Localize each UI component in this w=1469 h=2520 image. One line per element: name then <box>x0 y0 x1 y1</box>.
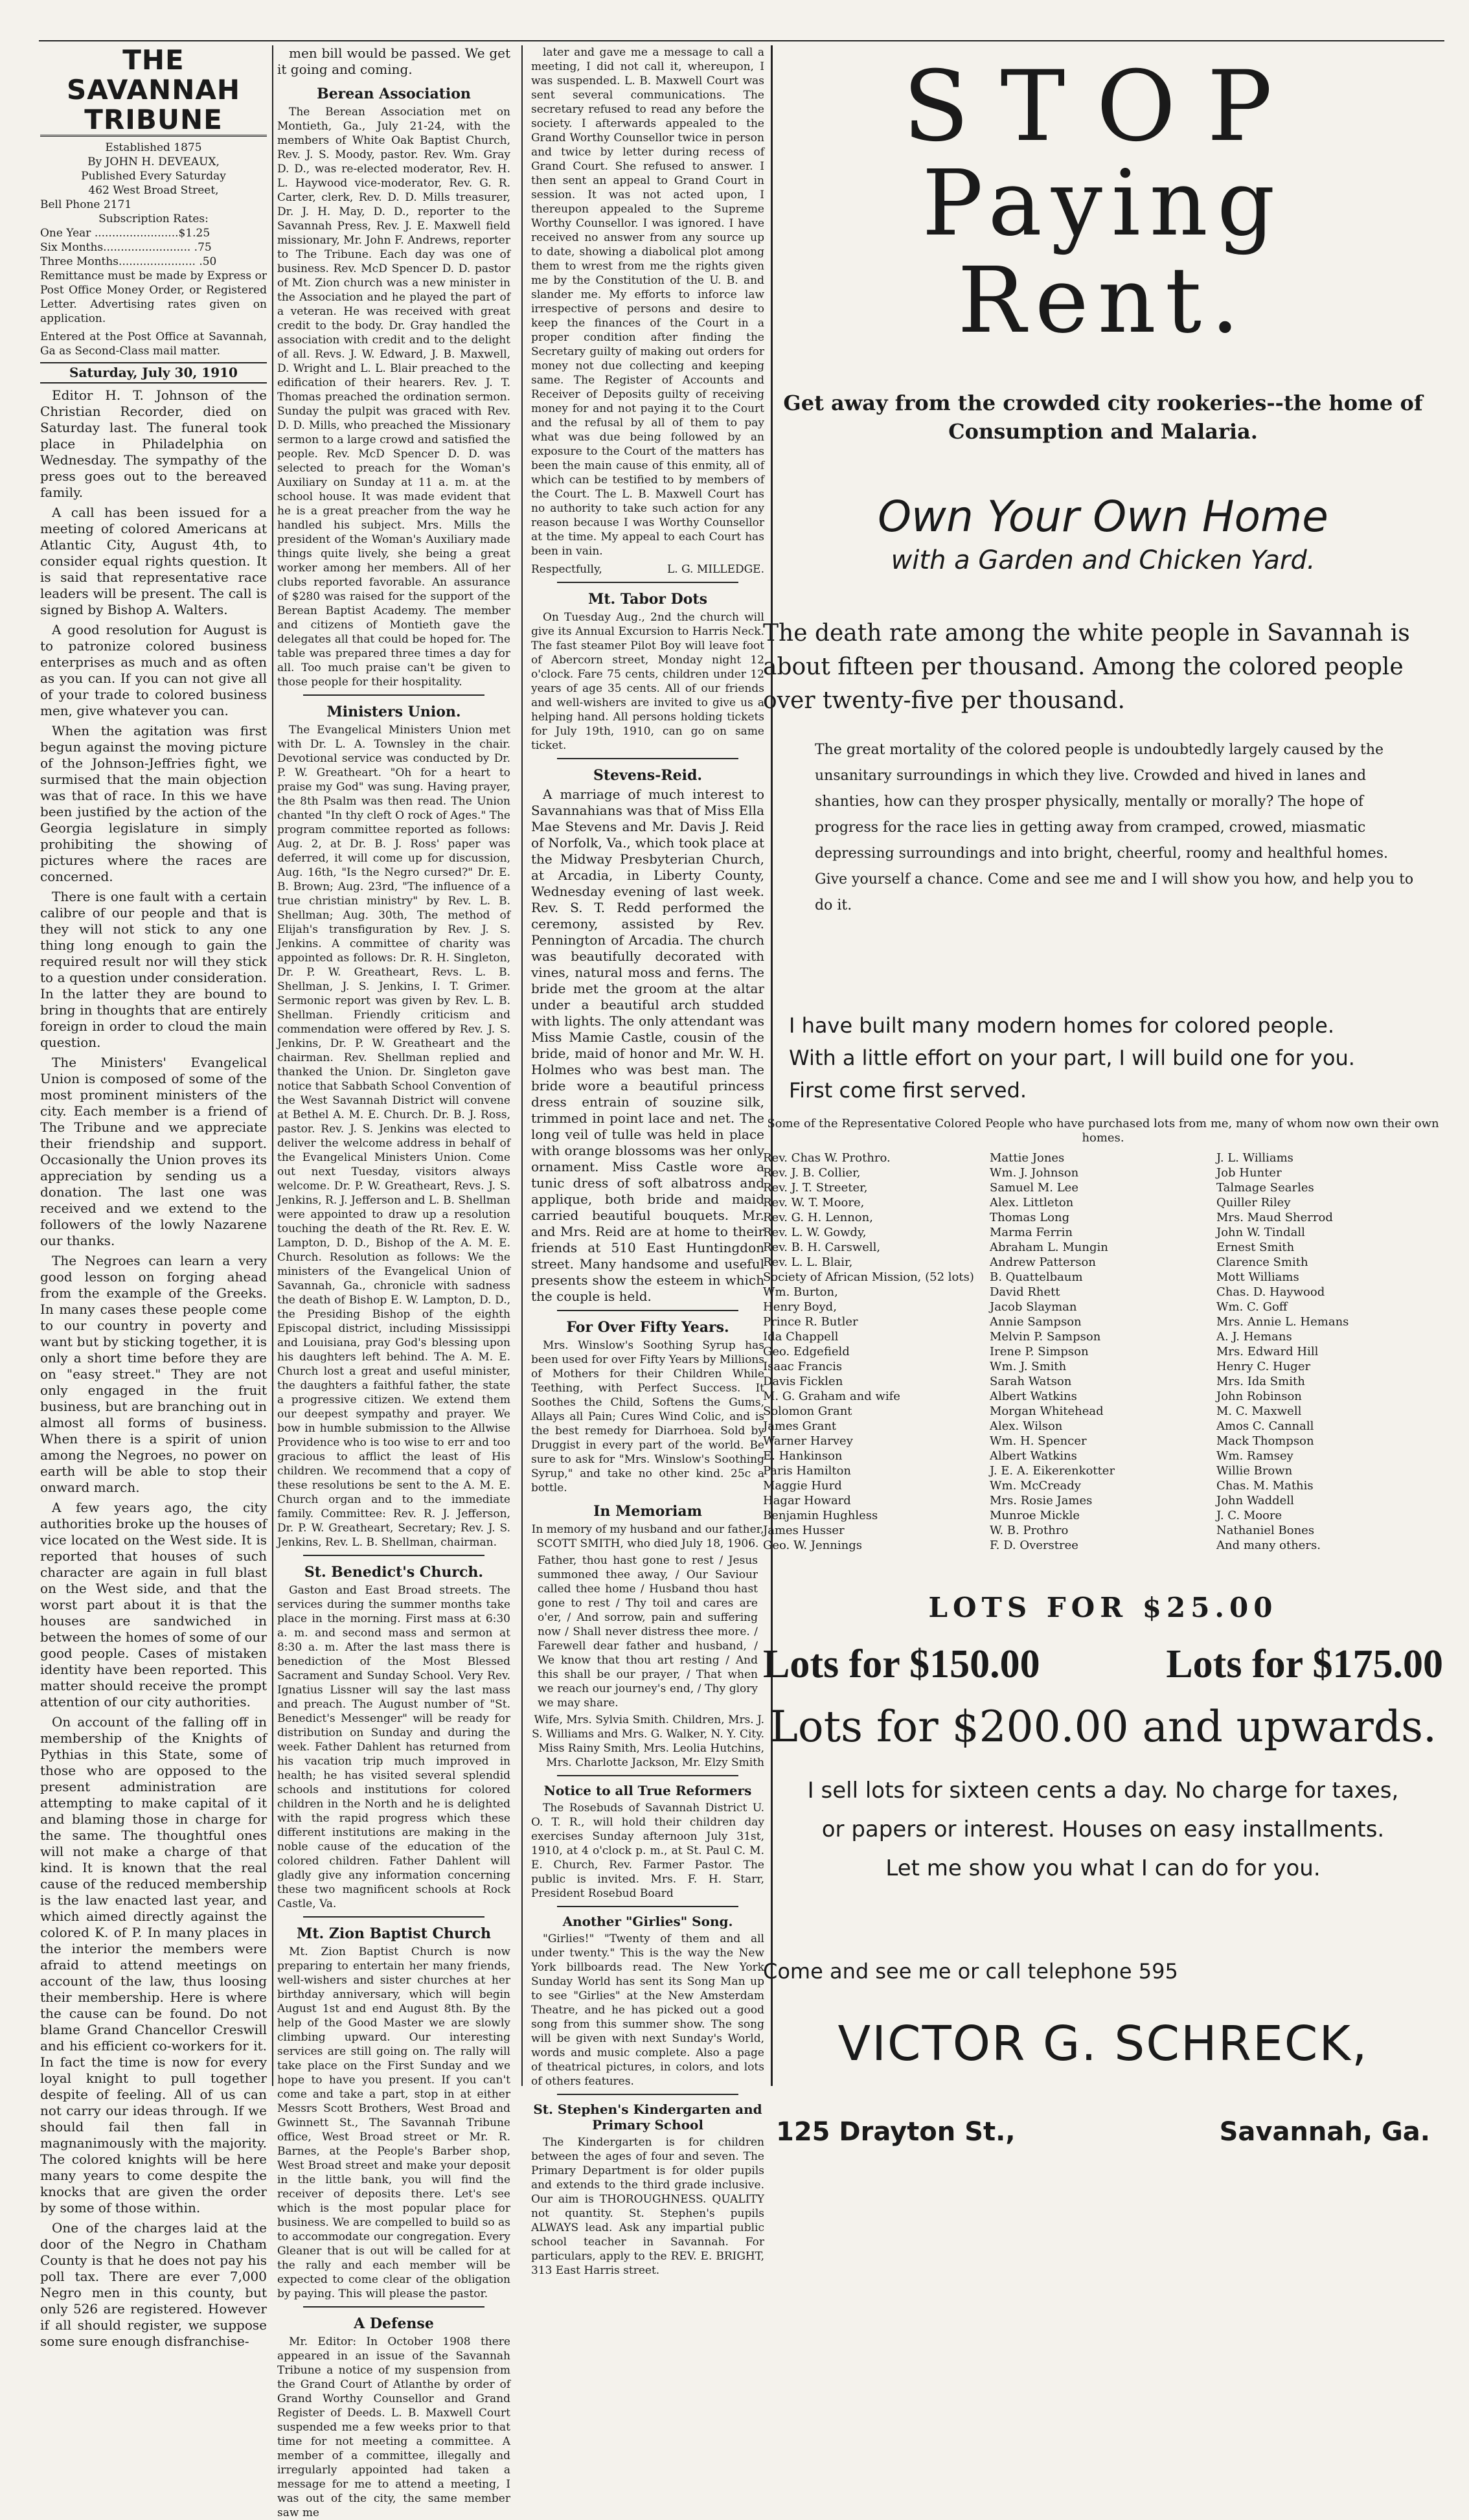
purchaser-name: Andrew Patterson <box>990 1255 1096 1269</box>
purchaser-name: Ida Chappell <box>763 1330 839 1344</box>
purchaser-name: Rev. J. B. Collier, <box>763 1166 861 1180</box>
purchaser-name: Wm. J. Johnson <box>990 1166 1079 1180</box>
editorial-paragraph: The Negroes can learn a very good lesson on forging ahead from the example of the Greeks. In many cases these people come to our country in poverty and want but by sticking together, it is only a short time before they are on "easy street." They are not only engaged in the fruit business, but are branching out in almost all forms of business. When there is a spirit of union among the Negroes, no power on earth will be able to stop their onward march. <box>40 1253 267 1495</box>
editor-line: By JOHN H. DEVEAUX, <box>87 155 220 168</box>
purchaser-name: Abraham L. Mungin <box>990 1241 1108 1254</box>
article-heading: Berean Association <box>317 86 471 102</box>
ad-street-address: 125 Drayton St., <box>776 2117 1016 2147</box>
purchaser-name: Geo. Edgefield <box>763 1345 850 1358</box>
article-heading: In Memoriam <box>593 1503 702 1520</box>
purchaser-name: Thomas Long <box>990 1211 1070 1224</box>
editorial-paragraph: There is one fault with a certain calibre of our people and that is they will not stick to any one thing long enough to gain the required result nor will they stick to a question under consideration. In the latter they are bound to bring in thoughts that are entirely foreign in order to cloud the main question. <box>40 889 267 1050</box>
purchaser-name: Marma Ferrin <box>990 1226 1073 1239</box>
purchaser-name: Hagar Howard <box>763 1494 851 1507</box>
divider <box>557 758 738 759</box>
ad-built-line-3: First come first served. <box>789 1078 1027 1103</box>
column-1 <box>40 44 267 2349</box>
purchaser-name: M. C. Maxwell <box>1216 1404 1302 1418</box>
ad-lots-150: Lots for $150.00 <box>763 1642 1040 1686</box>
article-body: later and gave me a message to call a meeting, I did not call it, whereupon, I was suspended. L. B. Maxwell Court was sent several communications. The secretary refused to read any before the society. I afterwards appealed to the Grand Worthy Counsellor twice in person and twice by letter during recess of Grand Court. She refused to answer. I then sent an appeal to Grand Court in session. It was not acted upon, I thereupon appealed to the Supreme Worthy Counsellor. I was ignored. I have received no answer from any source up to date, showing a diabolical plot among them to wrest from me the rights given me by the Constitution of the U. B. and slander me. My efforts to inforce law irrespective of persons and desire to keep the finances of the Court in a proper condition after finding the Secretary guilty of making out orders for money not due collecting and keeping same. The Register of Accounts and Receiver of Deposits guilty of receiving money for and not paying it to the Court and the refusal by all of them to pay what was due being followed by an exposure to the Court of the matters has been the main cause of this enmity, all of which can be testified to by members of the Court. The L. B. Maxwell Court has no authority to take such action for any reason because I was Worthy Counsellor at the time. My appeal to each Court has been in vain. <box>531 46 764 558</box>
purchaser-name: Albert Watkins <box>990 1390 1077 1403</box>
ad-city: Savannah, Ga. <box>1219 2117 1430 2147</box>
purchaser-name: Mrs. Rosie James <box>990 1494 1093 1507</box>
article-heading: A Defense <box>354 2315 434 2332</box>
editorial-paragraph: When the agitation was first begun against the moving picture of the Johnson-Jeffries fight, we surmised that the main objection was that of race. In this we have been justified by the action of the Georgia legislature in simply prohibiting the showing of pictures where the races are concerned. <box>40 723 267 884</box>
ad-garden-line: with a Garden and Chicken Yard. <box>891 545 1315 575</box>
purchaser-name: Alex. Wilson <box>990 1419 1063 1433</box>
purchaser-name: Annie Sampson <box>990 1315 1082 1329</box>
ad-subheading: Get away from the crowded city rookeries--the home of Consumption and Malaria. <box>783 391 1423 444</box>
purchaser-name: Melvin P. Sampson <box>990 1330 1101 1344</box>
purchaser-name: David Rhett <box>990 1285 1060 1299</box>
ad-sell-line-1: I sell lots for sixteen cents a day. No charge for taxes, <box>807 1778 1399 1804</box>
signature-name: L. G. MILLEDGE. <box>666 563 764 576</box>
editorial-paragraph: On account of the falling off in membership of the Knights of Pythias in this State, some of those who are opposed to the present administration are attempting to make capital of it and blaming those in charge for the same. The thoughtful ones will not make a charge of that kind. It is known that the real cause of the reduced membership is the law enacted last year, and which aimed directly against the colored K. of P. In many places in the interior the members were afraid to attend meetings on account of the law, thus loosing their membership. Here is where the cause can be found. Do not blame Grand Chancellor Creswill and his efficient co-workers for it. In fact the time is now for every loyal knight to pull together despite of feeling. All of us can not carry our ideas through. If we should fail then fall in magnanimously with the majority. The colored knights will be here many years to come despite the knocks that are given the order by some of those within. <box>40 1714 267 2216</box>
purchaser-name: Davis Ficklen <box>763 1375 843 1388</box>
purchaser-name: And many others. <box>1216 1539 1321 1552</box>
purchaser-name: Benjamin Hughless <box>763 1509 878 1522</box>
purchaser-name: Mrs. Ida Smith <box>1216 1375 1305 1388</box>
article-heading: Stevens-Reid. <box>593 767 703 784</box>
purchaser-name: Maggie Hurd <box>763 1479 842 1493</box>
office-address: 462 West Broad Street, <box>88 184 219 197</box>
purchaser-name: Solomon Grant <box>763 1404 852 1418</box>
published-line: Published Every Saturday <box>81 170 226 183</box>
purchaser-name: Warner Harvey <box>763 1434 853 1448</box>
purchaser-name: Jacob Slayman <box>990 1300 1077 1314</box>
purchaser-name: Henry C. Huger <box>1216 1360 1311 1373</box>
purchaser-name: W. B. Prothro <box>990 1524 1069 1537</box>
purchasers-column <box>990 1151 1216 1553</box>
purchaser-name: Sarah Watson <box>990 1375 1072 1388</box>
ad-purchasers-list <box>763 1151 1443 1553</box>
ad-address-row <box>763 2117 1443 2147</box>
masthead-title: THE SAVANNAH TRIBUNE <box>40 45 267 137</box>
ad-sell-line-3: Let me show you what I can do for you. <box>885 1855 1321 1881</box>
divider <box>557 582 738 583</box>
purchaser-name: Chas. D. Haywood <box>1216 1285 1325 1299</box>
column-3 <box>531 45 764 2277</box>
purchaser-name: John Robinson <box>1216 1390 1302 1403</box>
purchaser-name: Rev. J. T. Streeter, <box>763 1181 868 1195</box>
purchaser-name: James Grant <box>763 1419 837 1433</box>
divider <box>303 2306 484 2308</box>
article-body: The Evangelical Ministers Union met with Dr. L. A. Townsley in the chair. Devotional service was conducted by Dr. P. W. Greatheart. "Oh for a heart to praise my God" was sung. Having prayer, the 8th Psalm was then read. The Union chanted "In thy cleft O rock of Ages." The program committee reported as follows: Aug. 2, at Dr. B. J. Ross' paper was deferred, it will come up for discussion, Aug. 16th, "Is the Negro cursed?" Dr. E. B. Brown; Aug. 23rd, "The influence of a true christian ministry" by Rev. L. B. Shellman; Aug. 30th, The method of Elijah's transfiguration by Rev. J. S. Jenkins. A committee of charity was appointed as follows: Dr. R. H. Singleton, Dr. P. W. Greatheart, Revs. L. B. Shellman, J. S. Jenkins, I. T. Grimer. Sermonic report was given by Rev. L. B. Shellman. Friendly criticism and commendation were offered by Rev. J. S. Jenkins, Dr. P. W. Greatheart and the chairman. Rev. Shellman replied and thanked the Union. Dr. Singleton gave notice that Sabbath School Convention of the West Savannah District will convene at Bethel A. M. E. Church. Dr. B. J. Ross, pastor. Rev. J. S. Jenkins was elected to deliver the welcome address in behalf of the Evangelical Ministers Union. Come out next Tuesday, visitors always welcome. Dr. P. W. Greatheart, Revs. J. S. Jenkins, R. J. Jefferson and L. B. Shellman were appointed to draw up a resolution touching the death of the Rt. Rev. E. W. Lampton, D. D., Bishop of the A. M. E. Church. Resolution as follows: We the ministers of the Evangelical Union of Savannah, Ga., chronicle with sadness the death of Bishop E. W. Lampton, D. D., the Presiding Bishop of the eighth Episcopal district, including Mississippi and Louisiana, pray God's blessing upon his daughters left behind. The A. M. E. Church lost a great and useful minister, the daughters a faithful father, the state a progressive citizen. We extend them our deepest sympathy and prayer. We bow in humble submission to the Allwise Providence who is too wise to err and too gracious to afflict the least of His children. We recommend that a copy of these resolutions be sent to the A. M. E. Church organ and to the immediate family. Committee: Rev. R. J. Jefferson, Dr. P. W. Greatheart, Secretary; Rev. J. S. Jenkins, Rev. L. B. Shellman, chairman. <box>277 724 510 1549</box>
purchaser-name: Willie Brown <box>1216 1464 1293 1478</box>
purchaser-name: Ernest Smith <box>1216 1241 1295 1254</box>
purchaser-name: Mack Thompson <box>1216 1434 1314 1448</box>
purchaser-name: Mattie Jones <box>990 1151 1065 1165</box>
advert-body: Mrs. Winslow's Soothing Syrup has been used for over Fifty Years by Millions of Mothers for their Children While Teething, with Perfect Success. It Soothes the Child, Softens the Gums, Allays all Pain; Cures Wind Colic, and is the best remedy for Diarrhoea. Sold by Druggist in every part of the world. Be sure to ask for "Mrs. Winslow's Soothing Syrup," and take no other kind. 25c a bottle. <box>531 1339 764 1495</box>
rate-three: Three Months...................... .50 <box>40 255 217 268</box>
purchaser-name: Wm. J. Smith <box>990 1360 1067 1373</box>
purchaser-name: J. C. Moore <box>1216 1509 1282 1522</box>
purchaser-name: Albert Watkins <box>990 1449 1077 1463</box>
purchaser-name: Wm. Burton, <box>763 1285 838 1299</box>
purchaser-name: Mrs. Maud Sherrod <box>1216 1211 1333 1224</box>
ad-advertiser-name: VICTOR G. SCHRECK, <box>837 2016 1369 2072</box>
ad-death-rate: The death rate among the white people in Savannah is about fifteen per thousand. Among the colored people over twenty-five per thousand. <box>763 620 1410 714</box>
purchaser-name: F. D. Overstree <box>990 1539 1078 1552</box>
purchaser-name: Chas. M. Mathis <box>1216 1479 1314 1493</box>
memoriam-signatures: Wife, Mrs. Sylvia Smith. Children, Mrs. J. S. Williams and Mrs. G. Walker, N. Y. City. Miss Rainy Smith, Mrs. Leolia Hutchins, Mrs. Charlotte Jackson, Mr. Elzy Smith <box>532 1713 764 1769</box>
signature-line <box>531 562 764 577</box>
purchaser-name: Mrs. Annie L. Hemans <box>1216 1315 1349 1329</box>
editorial-paragraph: A call has been issued for a meeting of colored Americans at Atlantic City, August 4th, to consider equal rights question. It is said that representative race leaders will be present. The call is signed by Bishop A. Walters. <box>40 505 267 617</box>
ad-paying-rent-heading: Paying Rent. <box>922 151 1284 354</box>
article-heading: St. Stephen's Kindergarten and Primary School <box>533 2102 762 2133</box>
article-body: Mt. Zion Baptist Church is now preparing to entertain her many friends, well-wishers and sister churches at her birthday anniversary, which will begin August 1st and end August 8th. By the help of the Good Master we are slowly climbing upward. Our interesting services are still going on. The rally will take place on the First Sunday and we hope to have you present. If you can't come and take a part, stop in at either Messrs Scott Brothers, West Broad and Gwinnett St., The Savannah Tribune office, West Broad street or Mr. R. Barnes, at the People's Barber shop, West Broad street and make your deposit in the little bank, you will find the receiver of deposits there. Let's see which is the most popular place for business. We are compelled to build so as to accommodate our congregation. Every Gleaner that is out will be called for at the rally and each member will be expected to come clear of the obligation by paying. This will please the pastor. <box>277 1945 510 2300</box>
article-heading: St. Benedict's Church. <box>304 1564 484 1581</box>
article-heading: Notice to all True Reformers <box>543 1783 752 1798</box>
purchaser-name: Prince R. Butler <box>763 1315 858 1329</box>
purchasers-column <box>763 1151 990 1553</box>
rates-heading: Subscription Rates: <box>98 212 209 225</box>
ad-own-home: Own Your Own Home <box>878 492 1328 542</box>
purchaser-name: Geo. W. Jennings <box>763 1539 862 1552</box>
ad-lots-200: Lots for $200.00 and upwards. <box>769 1702 1437 1752</box>
column-rule <box>521 45 523 2086</box>
editorial-paragraph: A good resolution for August is to patronize colored business enterprises as much and as often as you can. If you can not give all of your trade to colored business men, give whatever you can. <box>40 622 267 718</box>
editorial-paragraph: The Ministers' Evangelical Union is composed of some of the most prominent ministers of the city. Each member is a friend of The Tribune and we appreciate their friendship and support. Occasionally the Union proves its appreciation by sending us a donation. The last one was received and we extend to the followers of the lowly Nazarene our thanks. <box>40 1055 267 1248</box>
article-body: "Girlies!" "Twenty of them and all under twenty." This is the way the New York billboards read. The New York Sunday World has sent its Song Man up to see "Girlies" at the New Amsterdam Theatre, and he has picked out a good song from this summer show. The song will be given with next Sunday's World, words and music complete. Also a page of theatrical pictures, in colors, and lots of others features. <box>531 1932 764 2088</box>
editorial-paragraph: A few years ago, the city authorities broke up the houses of vice located on the West side. It is reported that houses of such character are again in full blast on the West side, and that the worst part about it is that the houses are sandwiched in between the homes of some of our good people. Cases of mistaken identity have been reported. This matter should receive the prompt attention of our city authorities. <box>40 1500 267 1710</box>
article-body: Mr. Editor: In October 1908 there appeared in an issue of the Savannah Tribune a notice of my suspension from the Grand Court of Atlanthe by order of Grand Worthy Counsellor and Grand Register of Deeds. L. B. Maxwell Court suspended me a few weeks prior to that time for not meeting a committee. A member of a committee, illegally and irregularly appointed had taken a message for me to attend a meeting, I was out of the city, the same member saw me <box>277 2335 510 2519</box>
purchaser-name: B. Quattelbaum <box>990 1270 1083 1284</box>
ad-built-line-2: With a little effort on your part, I will build one for you. <box>789 1046 1355 1070</box>
purchaser-name: Job Hunter <box>1216 1166 1282 1180</box>
article-body: Gaston and East Broad streets. The services during the summer months take place in the morning. First mass at 6:30 a. m. and second mass and sermon at 8:30 a. m. After the last mass there is benediction of the Most Blessed Sacrament and Sunday School. Very Rev. Ignatius Lissner will say the last mass and preach. The August number of "St. Benedict's Messenger" will be ready for distribution on Sunday and during the week. Father Dahlent has returned from his vacation trip much improved in health; he has visited several splendid schools and institutions for colored children in the North and he is delighted with the rapid progress which these different institutions are making in the noble cause of the education of the colored children. Father Dahlent will gladly give any information concerning these two magnificent schools at Rock Castle, Va. <box>277 1584 510 1910</box>
purchaser-name: Mrs. Edward Hill <box>1216 1345 1319 1358</box>
divider <box>557 2094 738 2095</box>
purchaser-name: Isaac Francis <box>763 1360 843 1373</box>
purchaser-name: Nathaniel Bones <box>1216 1524 1315 1537</box>
article-body: The Kindergarten is for children between the ages of four and seven. The Primary Department is for older pupils and extends to the third grade inclusive. Our aim is THOROUGHNESS. QUALITY not quantity. St. Stephen's pupils ALWAYS lead. Ask any impartial public school teacher in Savannah. For particulars, apply to the REV. E. BRIGHT, 313 East Harris street. <box>531 2136 764 2277</box>
article-body: The Rosebuds of Savannah District U. O. T. R., will hold their children day exercises Sunday afternoon July 31st, 1910, at 4 o'clock p. m., at St. Paul C. M. E. Church, Rev. Farmer Pastor. The public is invited. Mrs. F. H. Starr, President Rosebud Board <box>531 1802 764 1900</box>
memoriam-intro: In memory of my husband and our father, SCOTT SMITH, who died July 18, 1906. <box>531 1523 764 1550</box>
purchasers-column <box>1216 1151 1443 1553</box>
purchaser-name: Rev. G. H. Lennon, <box>763 1211 873 1224</box>
divider <box>303 694 484 696</box>
purchaser-name: Munroe Mickle <box>990 1509 1080 1522</box>
ad-lots-row <box>763 1642 1443 1688</box>
divider <box>303 1555 484 1556</box>
article-heading: For Over Fifty Years. <box>566 1319 729 1336</box>
ad-mortality-text: The great mortality of the colored people is undoubtedly largely caused by the unsanitary surroundings in which they live. Crowded and hived in lanes and shanties, how can they prosper physically, mentally or morally? The hope of progress for the race lies in getting away from cramped, crowed, miasmatic depressing surroundings and into bright, cheerful, roomy and healthful homes. Give yourself a chance. Come and see me and I will show you how, and help you to do it. <box>815 742 1414 913</box>
purchaser-name: E. Hankinson <box>763 1449 843 1463</box>
entered-note: Entered at the Post Office at Savannah, Ga as Second-Class mail matter. <box>40 330 267 358</box>
purchaser-name: Mott Williams <box>1216 1270 1299 1284</box>
signature-closing: Respectfully, <box>531 563 602 576</box>
phone-line: Bell Phone 2171 <box>40 198 132 211</box>
purchaser-name: John W. Tindall <box>1216 1226 1305 1239</box>
purchaser-name: Samuel M. Lee <box>990 1181 1078 1195</box>
purchaser-name: Amos C. Cannall <box>1216 1419 1314 1433</box>
purchaser-name: J. L. Williams <box>1216 1151 1293 1165</box>
purchaser-name: Henry Boyd, <box>763 1300 837 1314</box>
purchaser-name: Wm. C. Goff <box>1216 1300 1288 1314</box>
editorial-paragraph: One of the charges laid at the door of the Negro in Chatham County is that he does not pay his poll tax. There are ever 7,000 Negro men in this county, but only 526 are registered. However if all should register, we suppose some sure enough disfranchise- <box>40 2220 267 2349</box>
purchaser-name: John Waddell <box>1216 1494 1294 1507</box>
article-body: The Berean Association met on Montieth, Ga., July 21-24, with the members of White Oak Baptist Church, Rev. J. S. Moody, pastor. Rev. Wm. Gray D. D., was re-elected moderator, Rev. H. L. Haywood vice-moderator, Rev. G. R. Carter, clerk, Rev. D. D. Mills treasurer, Dr. J. H. May, D. D., reporter to the Savannah Press, Rev. J. E. Maxwell field missionary, Mr. John F. Andrews, reporter to The Tribune. Each day was one of business. Rev. McD Spencer D. D. pastor of Mt. Zion church was a new minister in the Association and he played the part of a veteran. He was received with great credit to the body. Dr. Gray handled the association with credit and to the delight of all. Revs. J. W. Edward, J. B. Maxwell, D. Wright and L. L. Blair preached to the edification of their hearers. Rev. J. T. Thomas preached the ordination sermon. Sunday the pulpit was graced with Rev. D. D. Mills, who preached the Missionary sermon to a large crowd and satisfied the people. Rev. McD Spencer D. D. was selected to preach for the Woman's Auxiliary on Sunday at 11 a. m. at the school house. It was made evident that he is a great preacher from the way he handled his subject. Mrs. Mills the president of the Woman's Auxiliary made things quite lively, she being a great worker among her members. All of her clubs reported favorable. An assurance of $280 was raised for the support of the Berean Baptist Academy. The member and citizens of Montieth gave the delegates all that could be hoped for. The table was prepared three times a day for all. Too much praise can't be given to those people for their hospitality. <box>277 106 510 689</box>
issue-date: Saturday, July 30, 1910 <box>40 362 267 384</box>
divider <box>303 1916 484 1918</box>
ad-lots-175: Lots for $175.00 <box>1166 1642 1443 1686</box>
purchaser-name: Wm. Ramsey <box>1216 1449 1293 1463</box>
article-heading: Another "Girlies" Song. <box>562 1914 733 1929</box>
article-body: On Tuesday Aug., 2nd the church will give its Annual Excursion to Harris Neck. The fast steamer Pilot Boy will leave foot of Abercorn street, Monday night 12 o'clock. Fare 75 cents, children under 12 years of age 35 cents. All of our friends and well-wishers are invited to give us a helping hand. All persons holding tickets for July 19th, 1910, can go on same ticket. <box>531 611 764 752</box>
established: Established 1875 <box>105 141 202 154</box>
purchaser-name: Wm. H. Spencer <box>990 1434 1087 1448</box>
ad-sell-line-2: or papers or interest. Houses on easy installments. <box>821 1816 1385 1842</box>
purchaser-name: Wm. McCready <box>990 1479 1081 1493</box>
article-heading: Mt. Tabor Dots <box>588 591 707 608</box>
remittance-note: Remittance must be made by Express or Post Office Money Order, or Registered Letter. Advertising rates given on application. <box>40 269 267 325</box>
purchaser-name: M. G. Graham and wife <box>763 1390 900 1403</box>
purchaser-name: J. E. A. Eikerenkotter <box>990 1464 1115 1478</box>
ad-stop-heading: STOP <box>902 51 1304 163</box>
purchaser-name: Morgan Whitehead <box>990 1404 1104 1418</box>
purchaser-name: Clarence Smith <box>1216 1255 1308 1269</box>
purchaser-name: Irene P. Simpson <box>990 1345 1089 1358</box>
purchaser-name: James Husser <box>763 1524 845 1537</box>
rate-six: Six Months......................... .75 <box>40 241 212 254</box>
purchaser-name: Talmage Searles <box>1216 1181 1314 1195</box>
purchaser-name: Society of African Mission, (52 lots) <box>763 1270 974 1284</box>
real-estate-advertisement <box>763 39 1443 2147</box>
ad-lots-25: LOTS FOR $25.00 <box>928 1592 1278 1623</box>
editorial-paragraph: Editor H. T. Johnson of the Christian Recorder, died on Saturday last. The funeral took place in Philadelphia on Wednesday. The sympathy of the press goes out to the bereaved family. <box>40 387 267 500</box>
divider <box>557 1775 738 1776</box>
article-heading: Mt. Zion Baptist Church <box>296 1925 492 1942</box>
article-body: A marriage of much interest to Savannahians was that of Miss Ella Mae Stevens and Mr. Davis J. Reid of Norfolk, Va., which took place at the Midway Presbyterian Church, at Arcadia, in Liberty County, Wednesday evening of last week. Rev. S. T. Redd performed the ceremony, assisted by Rev. Pennington of Arcadia. The church was beautifully decorated with vines, natural moss and ferns. The bride met the groom at the altar under a beautiful arch studded with lights. The only attendant was Miss Mamie Castle, cousin of the bride, maid of honor and Mr. W. H. Holmes who was best man. The bride wore a beautiful princess dress entrain of souzine silk, trimmed in point lace and net. The long veil of tulle was held in place with orange blossoms was her only ornament. Miss Castle wore a tunic dress of soft albatross and applique, both bride and maid carried beautiful bouquets. Mr. and Mrs. Reid are at home to their friends at 510 East Huntingdon street. Many handsome and useful presents show the esteem in which the couple is held. <box>531 786 764 1304</box>
rate-year: One Year ........................$1.25 <box>40 227 211 240</box>
article-heading: Ministers Union. <box>326 704 461 720</box>
purchaser-name: A. J. Hemans <box>1216 1330 1292 1344</box>
purchaser-name: Alex. Littleton <box>990 1196 1074 1209</box>
purchaser-name: Rev. W. T. Moore, <box>763 1196 865 1209</box>
divider <box>557 1310 738 1311</box>
purchaser-name: Rev. B. H. Carswell, <box>763 1241 881 1254</box>
purchaser-name: Paris Hamilton <box>763 1464 852 1478</box>
continued-text: men bill would be passed. We get it going and coming. <box>277 45 510 77</box>
divider <box>557 1906 738 1907</box>
purchaser-name: Rev. L. W. Gowdy, <box>763 1226 867 1239</box>
purchaser-name: Quiller Riley <box>1216 1196 1291 1209</box>
memoriam-poem: Father, thou hast gone to rest / Jesus summoned thee away, / Our Saviour called thee home / Husband thou hast gone to rest / Thy toil and cares are o'er, / And sorrow, pain and suffering now / Shall never distress thee more. / Farewell dear father and husband, / We know that thou art resting / And this shall be our prayer, / That when we reach our journey's end, / Thy glory we may share. <box>538 1554 758 1710</box>
purchaser-name: Rev. L. L. Blair, <box>763 1255 853 1269</box>
ad-call-line: Come and see me or call telephone 595 <box>763 1959 1178 1984</box>
purchaser-name: Rev. Chas W. Prothro. <box>763 1151 891 1165</box>
column-2 <box>277 45 510 2519</box>
ad-purchasers-intro: Some of the Representative Colored People who have purchased lots from me, many of whom now own their own homes. <box>767 1117 1439 1145</box>
column-rule <box>272 45 273 2086</box>
ad-built-line-1: I have built many modern homes for colored people. <box>789 1013 1334 1038</box>
